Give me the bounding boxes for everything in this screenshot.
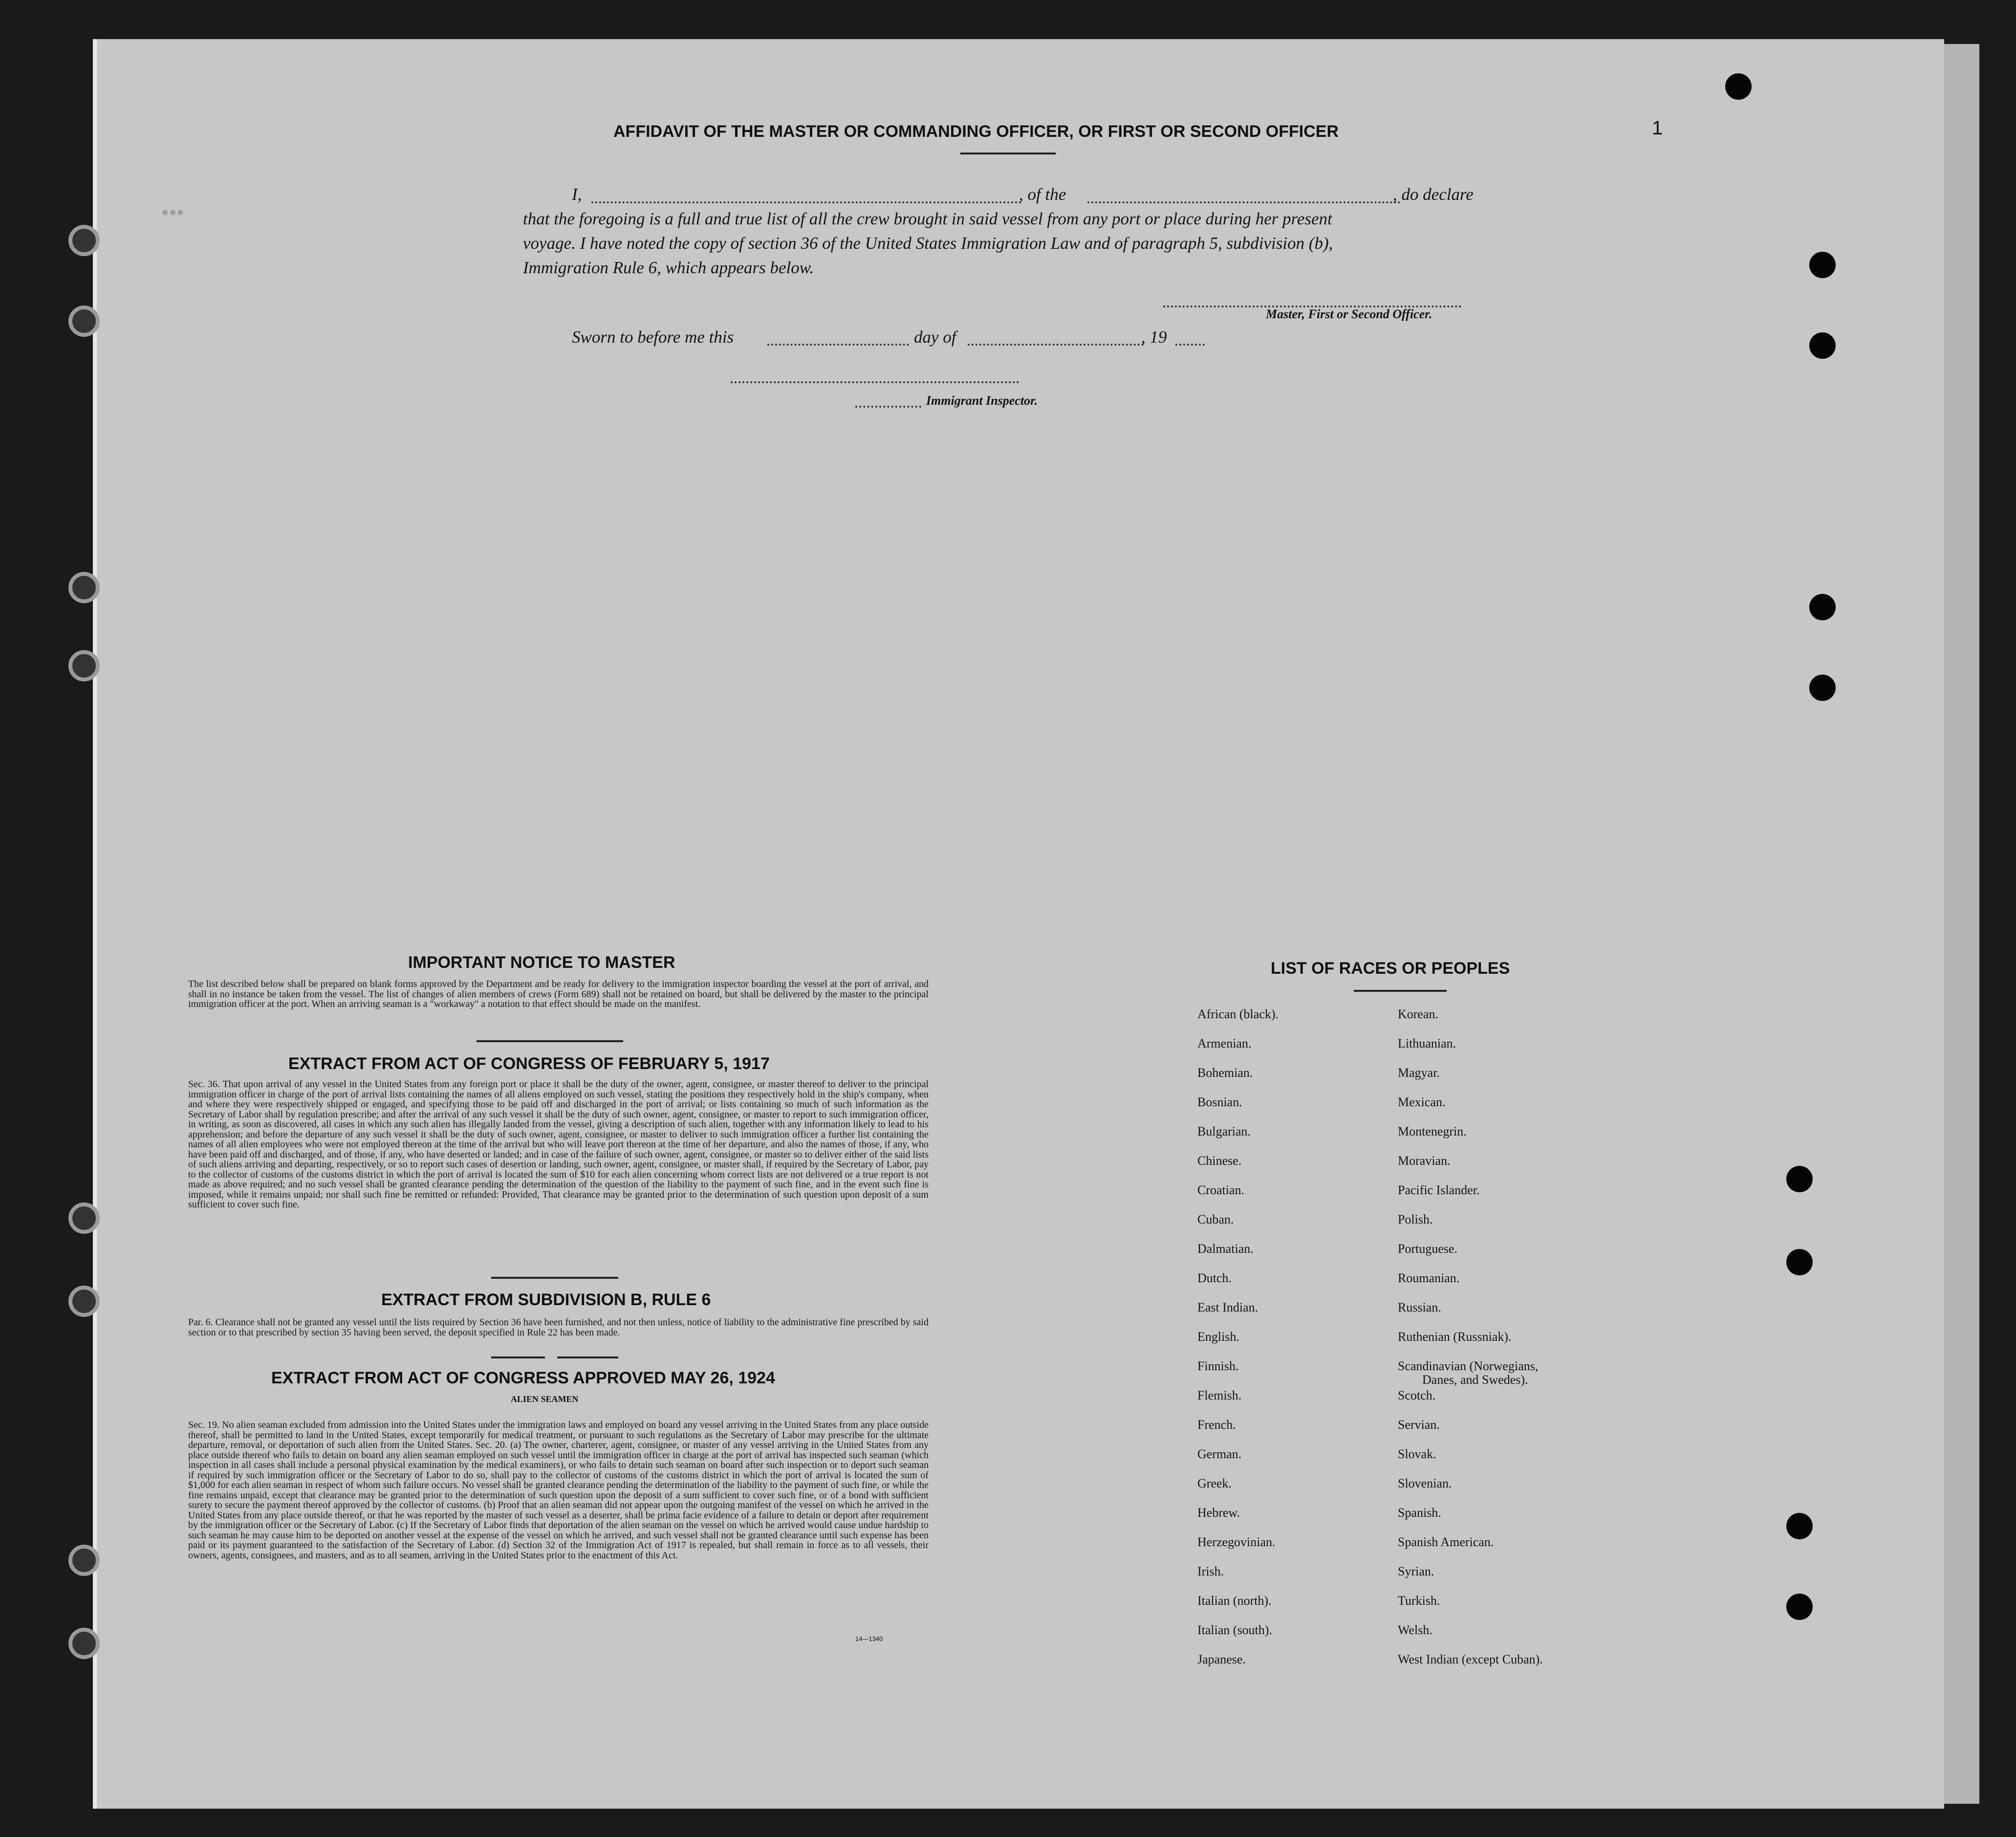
sworn-year-field-line[interactable] bbox=[1175, 344, 1205, 346]
extract-1924-title: EXTRACT FROM ACT OF CONGRESS APPROVED MAY 26, 1924 bbox=[271, 1369, 775, 1387]
race-item: Montenegrin. bbox=[1398, 1124, 1467, 1138]
race-item: Dutch. bbox=[1197, 1271, 1232, 1285]
race-item: Italian (north). bbox=[1197, 1594, 1272, 1608]
race-item: Hebrew. bbox=[1197, 1506, 1240, 1520]
race-item: Lithuanian. bbox=[1398, 1036, 1456, 1050]
extract-rule6-title: EXTRACT FROM SUBDIVISION B, RULE 6 bbox=[381, 1290, 711, 1309]
notice-text: The list described below shall be prepared on blank forms approved by the Department and be ready for delivery to the immigration inspector boarding the vessel at the port of arrival, and shall in no instance be taken from the vessel. The list of changes of alien members of crews (Form 689) shall not be retained on board, but shall be delivered by the master to the principal immigration officer at the port. When an arriving seaman is a "workaway" a notation to that effect should be made on the manifest. bbox=[188, 979, 929, 1009]
extract-1917-title: EXTRACT FROM ACT OF CONGRESS OF FEBRUARY 5, 1917 bbox=[288, 1054, 770, 1073]
inspector-signature-line[interactable] bbox=[731, 381, 1019, 383]
sworn-day-field-line[interactable] bbox=[767, 344, 909, 346]
race-item: Ruthenian (Russniak). bbox=[1398, 1330, 1512, 1344]
race-item: Herzegovinian. bbox=[1197, 1535, 1276, 1549]
binder-hole-icon bbox=[68, 1628, 100, 1659]
race-item: Irish. bbox=[1197, 1564, 1224, 1578]
races-right-column bbox=[1398, 1007, 1543, 1682]
race-item: Servian. bbox=[1398, 1418, 1440, 1432]
day-of-label: day of bbox=[914, 328, 956, 347]
punch-hole-icon bbox=[1809, 252, 1836, 278]
affidavit-of-the: , of the bbox=[1019, 185, 1066, 204]
race-item: Bosnian. bbox=[1197, 1095, 1242, 1109]
race-item: Danes, and Swedes). bbox=[1422, 1373, 1528, 1387]
affidavit-i: I, bbox=[572, 185, 582, 204]
race-item: Moravian. bbox=[1398, 1154, 1451, 1168]
sworn-label: Sworn to before me this bbox=[572, 328, 734, 347]
punch-hole-icon bbox=[1809, 675, 1836, 701]
name-field-line[interactable] bbox=[591, 201, 1021, 203]
race-item: Spanish. bbox=[1398, 1506, 1441, 1520]
extract-1917-rule bbox=[491, 1277, 618, 1279]
extract-rule6-text: Par. 6. Clearance shall not be granted any vessel until the lists required by Section 36 have been furnished, and not then unless, notice of liability to the administrative fine prescribed by said section or to that prescribed by section 35 having been served, the deposit specified in Rule 22 has been made. bbox=[188, 1317, 929, 1338]
punch-hole-icon bbox=[1786, 1249, 1813, 1275]
race-item: Japanese. bbox=[1197, 1652, 1246, 1666]
race-item: Slovenian. bbox=[1398, 1476, 1452, 1490]
race-item: Dalmatian. bbox=[1197, 1242, 1254, 1256]
race-item: Slovak. bbox=[1398, 1447, 1436, 1461]
race-item: Croatian. bbox=[1197, 1183, 1245, 1197]
vessel-field-line[interactable] bbox=[1087, 201, 1400, 203]
race-item: Polish. bbox=[1398, 1212, 1433, 1226]
race-item: French. bbox=[1197, 1418, 1236, 1432]
race-item: Magyar. bbox=[1398, 1066, 1440, 1080]
inspector-label: Immigrant Inspector. bbox=[926, 394, 1038, 408]
extract-1924-subtitle: ALIEN SEAMEN bbox=[511, 1394, 579, 1404]
binder-hole-icon bbox=[68, 225, 100, 256]
binder-hole-icon bbox=[68, 1286, 100, 1317]
notice-rule bbox=[477, 1040, 623, 1042]
punch-hole-icon bbox=[1809, 594, 1836, 620]
inspector-label-line bbox=[855, 406, 921, 408]
affidavit-line-2: that the foregoing is a full and true list of all the crew brought in said vessel from any port or place during her present bbox=[523, 209, 1332, 228]
race-item: Mexican. bbox=[1398, 1095, 1446, 1109]
race-item: Scandinavian (Norwegians, bbox=[1398, 1359, 1539, 1373]
corner-number: 1 bbox=[1652, 117, 1663, 139]
signature-label: Master, First or Second Officer. bbox=[1266, 307, 1432, 321]
binder-hole-icon bbox=[68, 1203, 100, 1234]
races-title: LIST OF RACES OR PEOPLES bbox=[1271, 959, 1510, 978]
race-item: Welsh. bbox=[1398, 1623, 1432, 1637]
affidavit-title: AFFIDAVIT OF THE MASTER OR COMMANDING OFFICER, OR FIRST OR SECOND OFFICER bbox=[613, 122, 1339, 141]
punch-hole-icon bbox=[1786, 1166, 1813, 1192]
race-item: Scotch. bbox=[1398, 1388, 1436, 1402]
punch-hole-icon bbox=[1809, 332, 1836, 359]
punch-hole-icon bbox=[1786, 1513, 1813, 1539]
race-item: Pacific Islander. bbox=[1398, 1183, 1480, 1197]
binder-hole-icon bbox=[68, 572, 100, 603]
binder-hole-icon bbox=[68, 650, 100, 681]
bleed-through-text: ●●● bbox=[161, 205, 184, 220]
race-item: Syrian. bbox=[1398, 1564, 1434, 1578]
affidavit-line-3: voyage. I have noted the copy of section 36 of the United States Immigration Law and of paragraph 5, subdivision (b), bbox=[523, 234, 1333, 253]
affidavit-do-declare: , do declare bbox=[1393, 185, 1474, 204]
punch-hole-icon bbox=[1786, 1594, 1813, 1620]
extract-rule6-rule-1 bbox=[491, 1356, 545, 1358]
year-prefix: , 19 bbox=[1141, 328, 1167, 347]
race-item: English. bbox=[1197, 1330, 1239, 1344]
punch-hole-icon bbox=[1725, 73, 1752, 100]
race-item: Korean. bbox=[1398, 1007, 1439, 1021]
race-item: Bulgarian. bbox=[1197, 1124, 1251, 1138]
race-item: Flemish. bbox=[1197, 1388, 1242, 1402]
race-item: West Indian (except Cuban). bbox=[1398, 1652, 1543, 1666]
race-item: Spanish American. bbox=[1398, 1535, 1494, 1549]
extract-1924-text: Sec. 19. No alien seaman excluded from admission into the United States under the immigration laws and employed on board any vessel arriving in the United States from any place outside thereof, shall be permitted to land in the United States, except temporarily for medical treatment, or pursuant to such regulations as the Secretary of Labor may prescribe for the ultimate departure, removal, or deportation of such alien from the United States. Sec. 20. (a) The owner, charterer, agent, consignee, or master of any vessel arriving in the United States from any place outside thereof who fails to detain on board any alien seaman employed on such vessel until the immigration officer in charge at the port of arrival has inspected such seaman (which inspection in all cases shall include a personal physical examination by the medical examiners), or who fails to detain such seaman on board after such inspection or to deport such seaman if required by such immigration officer or the Secretary of Labor to do so, shall pay to the collector of customs of the customs district in which the port of arrival is located the sum of $1,000 for each alien seaman in respect of whom such failure occurs. No vessel shall be granted clearance pending the determination of the liability to the payment of such fine, or while the fine remains unpaid, except that clearance may be granted prior to the determination of such question upon the deposit of a sum sufficient to cover such fine, or of a bond with sufficient surety to secure the payment thereof approved by the collector of customs. (b) Proof that an alien seaman did not appear upon the outgoing manifest of the vessel on which he arrived in the United States from any place outside thereof, or that he was reported by the master of such vessel as a deserter, shall be prima facie evidence of a failure to detain or deport after requirement by the immigration officer or the Secretary of Labor. (c) If the Secretary of Labor finds that deportation of the alien seaman on the vessel on which he arrived would cause undue hardship to such seaman he may cause him to be deported on another vessel at the expense of the vessel on which he arrived, and such vessel shall not be granted clearance until such expense has been paid or its payment guaranteed to the satisfaction of the Secretary of Labor. (d) Section 32 of the Immigration Act of 1917 is repealed, but shall remain in force as to all vessels, their owners, agents, consignees, and masters, and as to all seamen, arriving in the United States prior to the enactment of this Act. bbox=[188, 1420, 929, 1561]
affidavit-line-4: Immigration Rule 6, which appears below. bbox=[523, 258, 814, 277]
form-number: 14—1340 bbox=[855, 1635, 883, 1642]
race-item: Finnish. bbox=[1197, 1359, 1239, 1373]
race-item: Italian (south). bbox=[1197, 1623, 1273, 1637]
race-item: German. bbox=[1197, 1447, 1242, 1461]
races-left-column bbox=[1197, 1007, 1279, 1682]
notice-title: IMPORTANT NOTICE TO MASTER bbox=[408, 953, 675, 972]
race-item: Russian. bbox=[1398, 1300, 1441, 1314]
extract-rule6-rule-2 bbox=[557, 1356, 618, 1358]
affidavit-title-rule bbox=[960, 153, 1056, 154]
race-item: Bohemian. bbox=[1197, 1066, 1253, 1080]
race-item: Armenian. bbox=[1197, 1036, 1252, 1050]
extract-1917-text: Sec. 36. That upon arrival of any vessel in the United States from any foreign port or place it shall be the duty of the owner, agent, consignee, or master thereof to deliver to the principal immigration officer in charge of the port of arrival lists containing the names of all aliens employed on such vessel, stating the positions they respectively hold in the ship's company, when and where they were respectively shipped or engaged, and specifying those to be paid off and discharged in the port of arrival; or lists containing so much of such information as the Secretary of Labor shall by regulation prescribe; and after the arrival of any such vessel it shall be the duty of such owner, agent, consignee, or master to report to such immigration officer, in writing, as soon as discovered, all cases in which any such alien has illegally landed from the vessel, giving a description of such alien, together with any information likely to lead to his apprehension; and before the departure of any such vessel it shall be the duty of such owner, agent, consignee, or master to deliver to such immigration officer a further list containing the names of all alien employees who were not employed thereon at the time of the arrival but who will leave port thereon at the time of her departure, and also the names of those, if any, who have been paid off and discharged, and of those, if any, who have deserted or landed; and in case of the failure of such owner, agent, consignee, or master so to deliver either of the said lists of such aliens arriving and departing, respectively, or so to report such cases of desertion or landing, such owner, agent, consignee, or master shall, if required by the Secretary of Labor, pay to the collector of customs of the customs district in which the port of arrival is located the sum of $10 for each alien concerning whom correct lists are not delivered or a true report is not made as above required; and no such vessel shall be granted clearance pending the determination of the question of the liability to the payment of such fine, and in the event such fine is imposed, while it remains unpaid; nor shall such fine be remitted or refunded: Provided, That clearance may be granted prior to the determination of such question upon deposit of a sum sufficient to cover such fine. bbox=[188, 1079, 929, 1210]
binder-hole-icon bbox=[68, 306, 100, 337]
race-item: Roumanian. bbox=[1398, 1271, 1460, 1285]
race-item: Portuguese. bbox=[1398, 1242, 1458, 1256]
race-item: Greek. bbox=[1197, 1476, 1232, 1490]
sworn-month-field-line[interactable] bbox=[968, 344, 1144, 346]
race-item: Cuban. bbox=[1197, 1212, 1234, 1226]
race-item: Turkish. bbox=[1398, 1594, 1440, 1608]
binder-hole-icon bbox=[68, 1545, 100, 1576]
races-title-rule bbox=[1354, 990, 1447, 992]
race-item: East Indian. bbox=[1197, 1300, 1258, 1314]
race-item: African (black). bbox=[1197, 1007, 1279, 1021]
race-item: Chinese. bbox=[1197, 1154, 1242, 1168]
